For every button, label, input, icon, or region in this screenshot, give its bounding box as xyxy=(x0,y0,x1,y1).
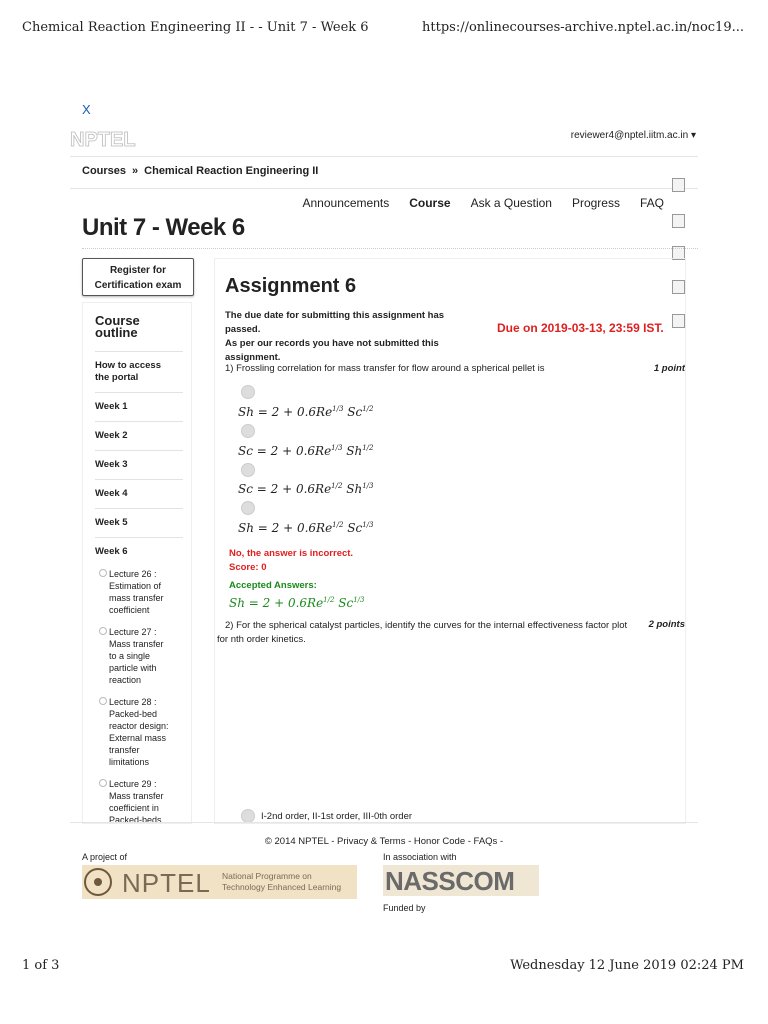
course-outline-sidebar xyxy=(82,302,192,824)
course-nav xyxy=(303,196,665,210)
sidebar-item-week-4[interactable]: Week 4 xyxy=(95,479,183,508)
divider xyxy=(70,188,698,189)
option-radio[interactable] xyxy=(241,809,255,823)
association-label: In association with xyxy=(383,852,457,862)
assignment-title: Assignment 6 xyxy=(225,275,357,297)
pdf-file-icon[interactable] xyxy=(672,214,685,228)
circle-bullet-icon xyxy=(99,779,107,787)
sidebar-item-portal[interactable]: How to access the portal xyxy=(95,351,183,392)
score-text: Score: 0 xyxy=(229,562,267,573)
question-2-text: 2) For the spherical catalyst particles, identify the curves for the internal effectiveness factor plot for nth order kinetics. xyxy=(217,620,628,645)
accepted-answer-equation: $Sh = 2 + 0.6Re^{1/2}$ $Sc^{1/3}$ xyxy=(229,596,365,610)
nptel-emblem-icon xyxy=(84,868,112,896)
option-radio[interactable] xyxy=(241,463,255,477)
due-date: Due on 2019-03-13, 23:59 IST. xyxy=(497,321,664,335)
question-1-text: 1) Frossling correlation for mass transfer for flow around a spherical pellet is xyxy=(225,363,545,374)
lecture-link[interactable]: Lecture 27 : Mass transfer to a single particle with reaction xyxy=(109,624,185,694)
question-2-option: I-2nd order, II-1st order, III-0th order xyxy=(261,811,413,822)
user-menu[interactable] xyxy=(571,130,696,141)
lecture-link[interactable]: Lecture 26 : Estimation of mass transfer coefficient xyxy=(109,566,185,624)
option-radio[interactable] xyxy=(241,424,255,438)
divider xyxy=(70,822,698,823)
funded-by-label: Funded by xyxy=(383,903,426,913)
print-date: Wednesday 12 June 2019 02:24 PM xyxy=(510,958,744,973)
circle-bullet-icon xyxy=(99,627,107,635)
question-1-points: 1 point xyxy=(653,363,685,374)
sidebar-item-week-6[interactable]: Week 6 xyxy=(95,537,183,566)
circle-bullet-icon xyxy=(99,569,107,577)
due-message: The due date for submitting this assignment has passed. As per our records you have not submitted this assignment. xyxy=(225,310,445,363)
circle-bullet-icon xyxy=(99,697,107,705)
feedback-incorrect: No, the answer is incorrect. Score: 0 xyxy=(229,548,354,573)
print-url: https://onlinecourses-archive.nptel.ac.in/noc19... xyxy=(422,20,744,35)
register-certification-button[interactable] xyxy=(82,258,194,296)
print-page-number: 1 of 3 xyxy=(22,958,60,973)
print-page-title: Chemical Reaction Engineering II - - Unit 7 - Week 6 xyxy=(22,20,369,35)
caret-down-icon[interactable]: ▾ xyxy=(690,130,696,141)
divider xyxy=(82,248,698,249)
print-header xyxy=(22,20,744,35)
nav-faq[interactable]: FAQ xyxy=(639,196,664,210)
option-equation: $Sh = 2 + 0.6Re^{1/3}$ $Sc^{1/2}$ xyxy=(238,405,374,419)
svg-text:NPTEL: NPTEL xyxy=(70,129,136,150)
nptel-banner-logo[interactable]: NPTEL National Programme on Technology Enhanced Learning xyxy=(82,865,357,899)
breadcrumb-course[interactable]: Chemical Reaction Engineering II xyxy=(144,165,319,177)
close-link[interactable]: X xyxy=(82,102,91,117)
option-equation: $Sh = 2 + 0.6Re^{1/2}$ $Sc^{1/3}$ xyxy=(238,521,374,535)
nptel-logo[interactable] xyxy=(70,128,144,150)
breadcrumb-separator: » xyxy=(132,165,139,177)
register-label-line2: Certification exam xyxy=(94,280,182,291)
nav-ask-question[interactable]: Ask a Question xyxy=(470,196,552,210)
sidebar-item-week-3[interactable]: Week 3 xyxy=(95,450,183,479)
lecture-link[interactable]: Lecture 29 : Mass transfer coefficient in Packed-beds xyxy=(109,776,185,824)
print-footer xyxy=(22,958,744,973)
page-title: Unit 7 - Week 6 xyxy=(82,214,245,241)
question-2-points: 2 points xyxy=(648,619,685,630)
option-equation: $Sc = 2 + 0.6Re^{1/3}$ $Sh^{1/2}$ xyxy=(238,444,374,458)
option-equation: $Sc = 2 + 0.6Re^{1/2}$ $Sh^{1/3}$ xyxy=(238,482,374,496)
sidebar-item-week-1[interactable]: Week 1 xyxy=(95,392,183,421)
breadcrumb xyxy=(82,165,318,177)
pdf-file-icon[interactable] xyxy=(672,178,685,192)
footer-links[interactable]: © 2014 NPTEL - Privacy & Terms - Honor Code - FAQs - xyxy=(264,836,504,847)
register-label-line1: Register for xyxy=(109,265,167,276)
breadcrumb-courses[interactable]: Courses xyxy=(82,165,127,177)
sidebar-item-week-5[interactable]: Week 5 xyxy=(95,508,183,537)
option-radio[interactable] xyxy=(241,385,255,399)
nav-progress[interactable]: Progress xyxy=(571,196,620,210)
divider xyxy=(70,156,698,157)
lecture-link[interactable]: Lecture 28 : Packed-bed reactor design: External mass transfer limitations xyxy=(109,694,185,776)
nasscom-logo[interactable]: NASSCOM xyxy=(383,865,539,896)
option-radio[interactable] xyxy=(241,501,255,515)
accepted-answers-label: Accepted Answers: xyxy=(229,580,317,591)
assignment-panel xyxy=(214,258,686,824)
user-email[interactable]: reviewer4@nptel.iitm.ac.in xyxy=(570,130,689,141)
sidebar-item-week-2[interactable]: Week 2 xyxy=(95,421,183,450)
outline-title: Course outline xyxy=(95,313,140,340)
project-of-label: A project of xyxy=(82,852,128,862)
nav-announcements[interactable]: Announcements xyxy=(302,196,390,210)
nav-course[interactable]: Course xyxy=(409,196,451,210)
